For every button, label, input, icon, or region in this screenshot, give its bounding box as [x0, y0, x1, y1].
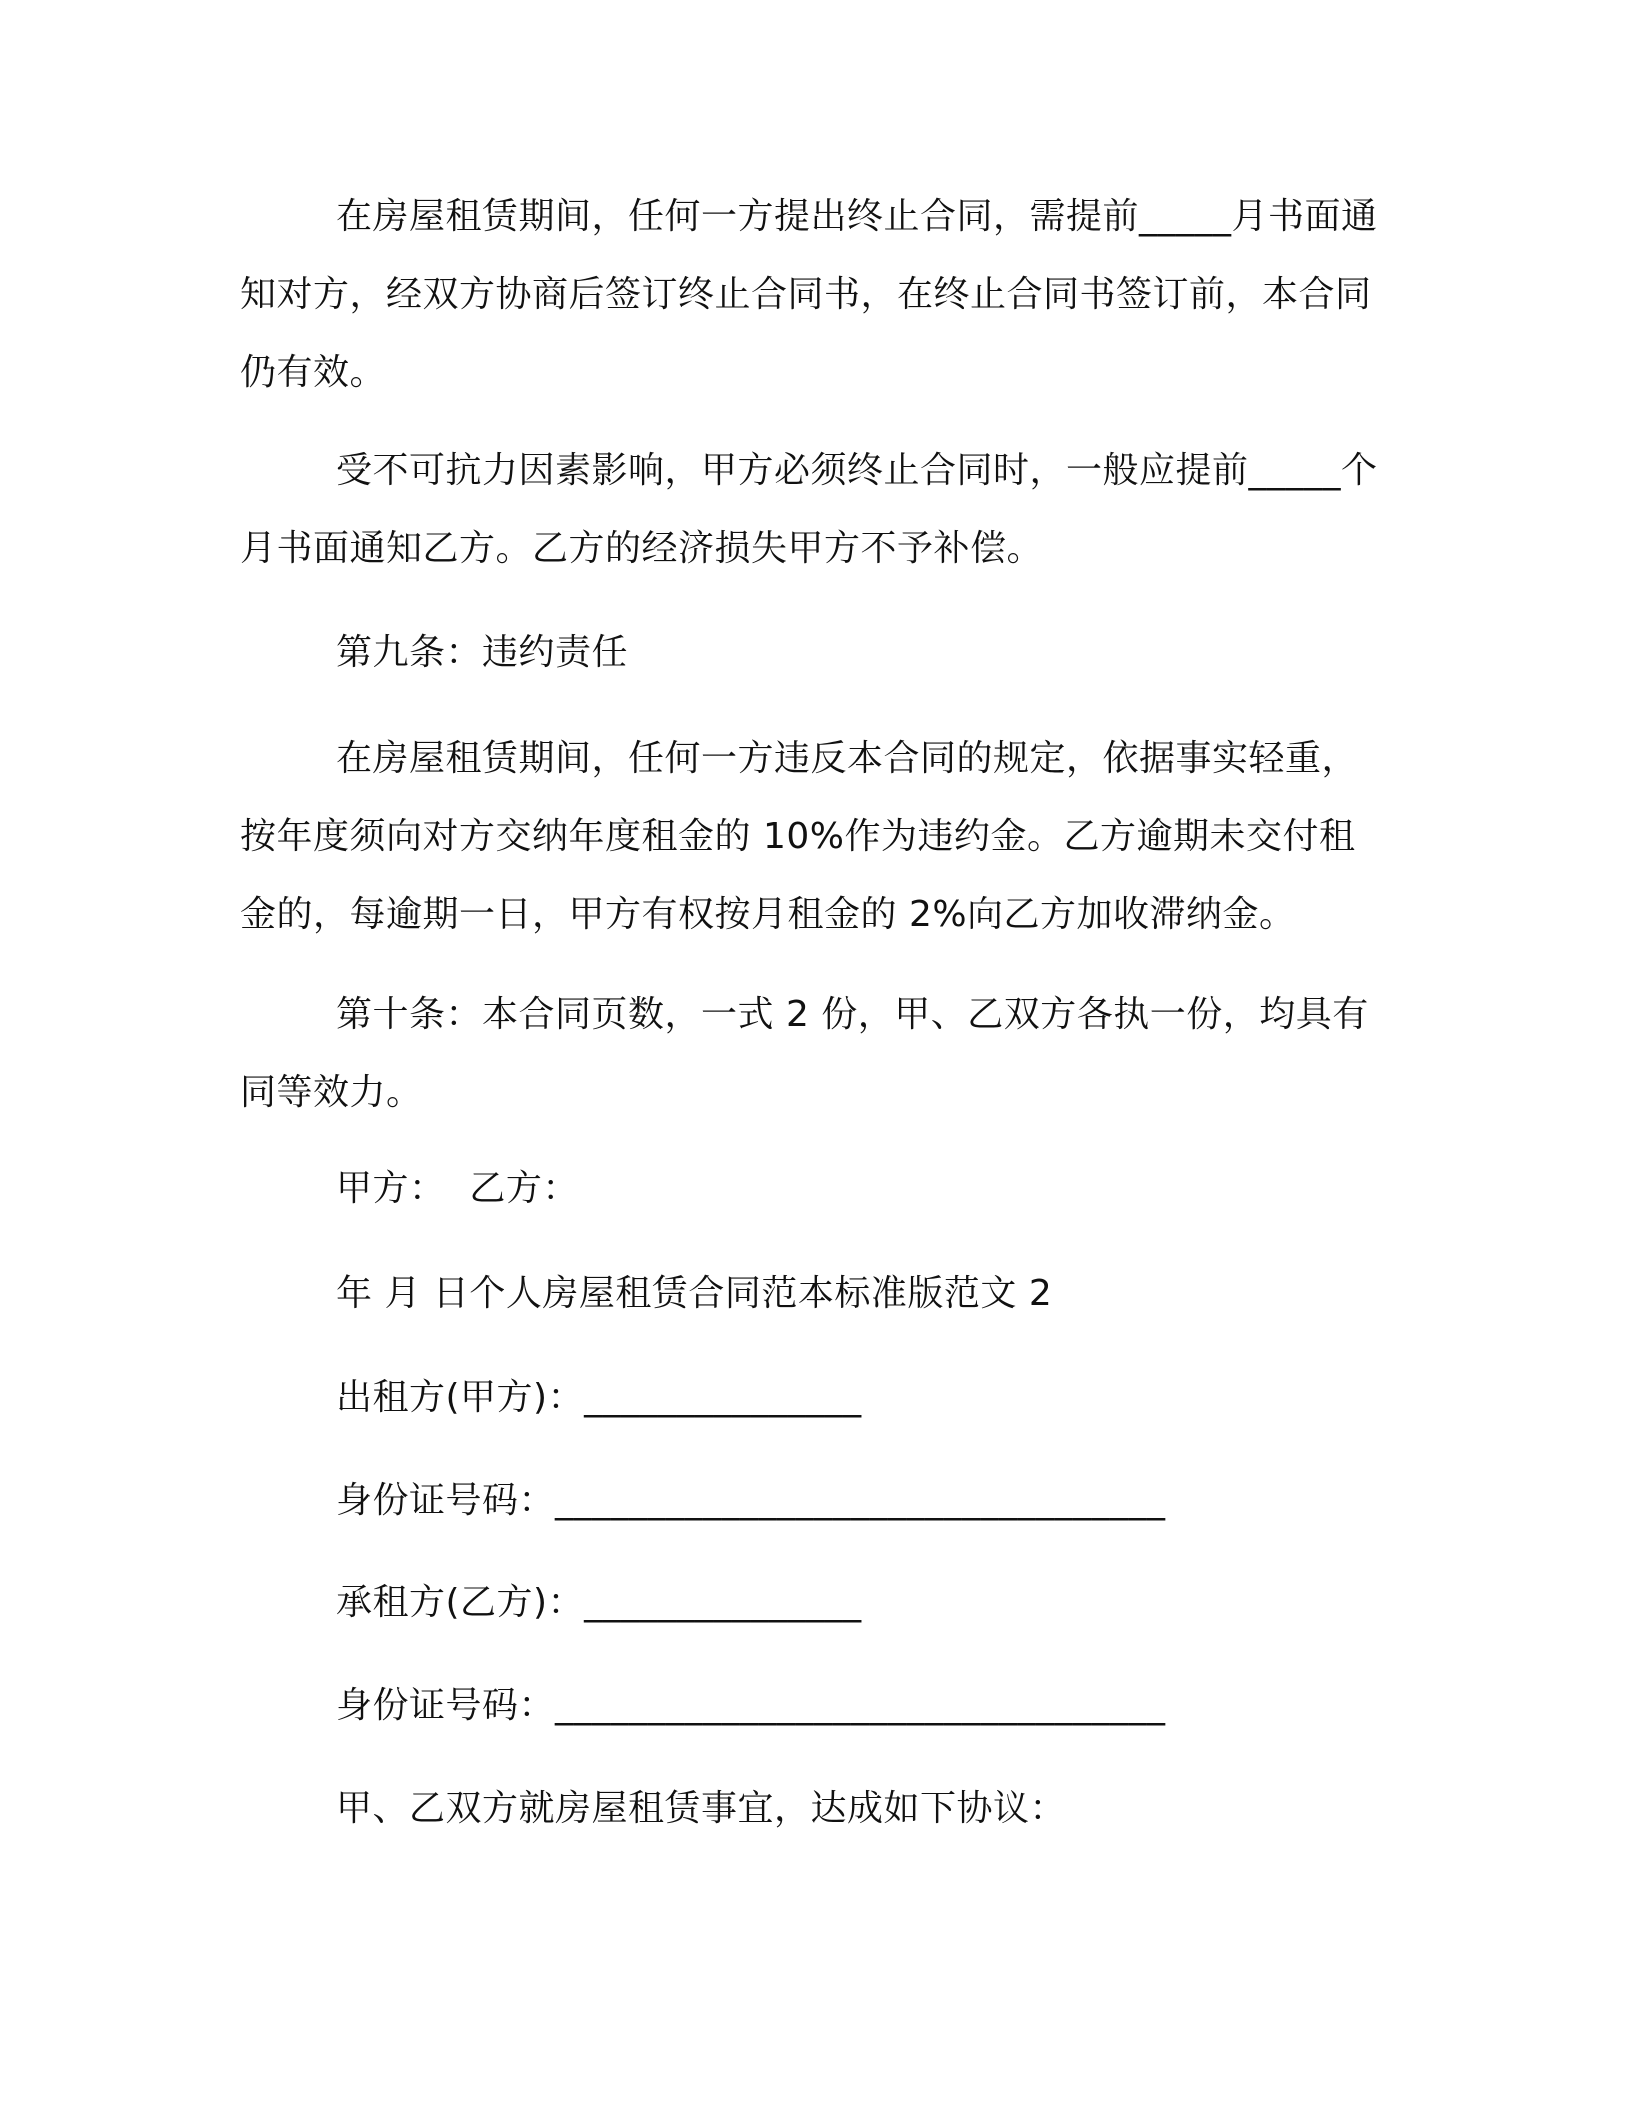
signature-parties-line: 甲方： 乙方：	[336, 1168, 579, 1209]
lessee-field: 承租方(乙方)：_______________	[336, 1582, 862, 1623]
paragraph-termination-notice: 在房屋租赁期间，任何一方提出终止合同，需提前_____月书面通知对方，经双方协商后签订终止合同书，在终止合同书签订前，本合同仍有效。	[240, 196, 1378, 393]
date-and-template-title: 年 月 日个人房屋租赁合同范本标准版范文 2	[336, 1273, 1053, 1314]
paragraph-breach-liability: 在房屋租赁期间，任何一方违反本合同的规定，依据事实轻重，按年度须向对方交纳年度租金的 10%作为违约金。乙方逾期未交付租金的，每逾期一日，甲方有权按月租金的 2%向乙方加收滞纳金。	[240, 738, 1359, 935]
article-nine-heading: 第九条：违约责任	[336, 632, 629, 673]
paragraph-force-majeure: 受不可抗力因素影响，甲方必须终止合同时，一般应提前_____个月书面通知乙方。乙方的经济损失甲方不予补偿。	[240, 450, 1378, 569]
paragraph-article-ten: 第十条：本合同页数，一式 2 份，甲、乙双方各执一份，均具有同等效力。	[240, 994, 1369, 1113]
lessee-id-number-field: 身份证号码：_________________________________	[336, 1685, 1166, 1726]
lessor-field: 出租方(甲方)：_______________	[336, 1377, 862, 1418]
lessor-id-number-field: 身份证号码：_________________________________	[336, 1480, 1166, 1521]
agreement-intro-line: 甲、乙双方就房屋租赁事宜，达成如下协议：	[336, 1788, 1067, 1829]
